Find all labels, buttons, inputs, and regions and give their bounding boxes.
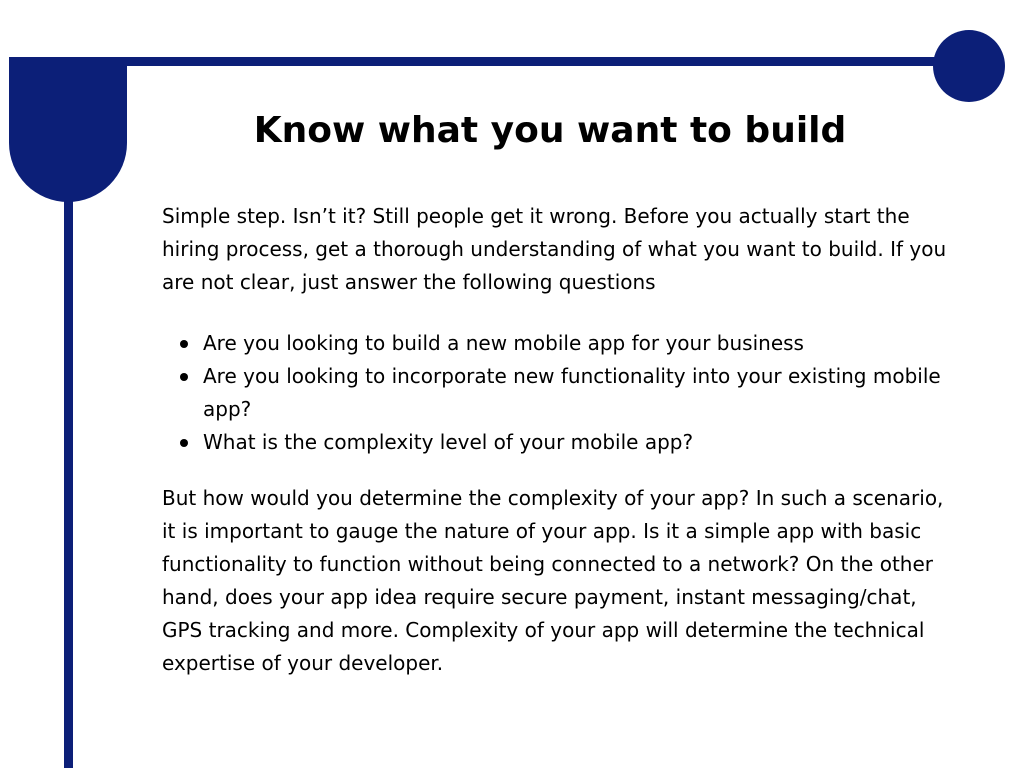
list-item-text: Are you looking to incorporate new functionality into your existing mobile app?: [203, 364, 941, 421]
list-item: [162, 360, 962, 426]
page-title: Know what you want to build: [253, 110, 847, 151]
list-item: [162, 327, 962, 360]
list-item-text: Are you looking to build a new mobile app for your business: [203, 331, 804, 355]
top-decorative-bar: [10, 57, 970, 66]
corner-semicircle-shape: [9, 57, 127, 202]
bullet-dot-icon: [180, 439, 188, 447]
intro-paragraph: Simple step. Isn’t it? Still people get it wrong. Before you actually start the hiring process, get a thorough understanding of what you want to build. If you are not clear, just answer the following questions: [162, 204, 947, 294]
conclusion-paragraph: But how would you determine the complexity of your app? In such a scenario, it is important to gauge the nature of your app. Is it a simple app with basic functionality to function without being connected to a network? On the other hand, does your app idea require secure payment, instant messaging/chat, GPS tracking and more. Complexity of your app will determine the technical expertise of your developer.: [162, 486, 944, 675]
bullet-dot-icon: [180, 340, 188, 348]
bullet-dot-icon: [180, 373, 188, 381]
corner-circle-shape: [933, 30, 1005, 102]
left-decorative-bar: [64, 140, 73, 768]
list-item-text: What is the complexity level of your mobile app?: [203, 430, 694, 454]
list-item: [162, 426, 962, 459]
questions-list: [162, 327, 962, 459]
